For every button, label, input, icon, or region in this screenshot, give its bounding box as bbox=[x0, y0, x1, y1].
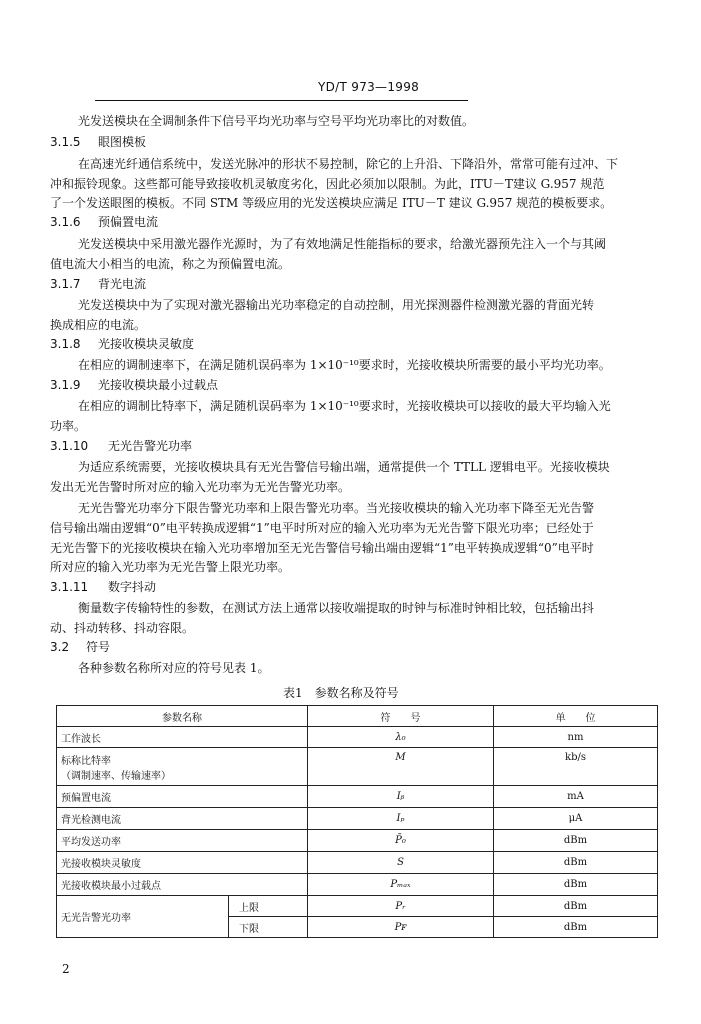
paragraph-line: 为适应系统需要，光接收模块具有无光告警信号输出端，通常提供一个 TTLL 逻辑电平。光接收模块 bbox=[78, 460, 610, 474]
table-header-row bbox=[57, 706, 658, 727]
table-caption: 表1 参数名称及符号 bbox=[283, 686, 399, 700]
param-name: 工作波长 bbox=[57, 727, 308, 748]
header-symbol: 符 号 bbox=[308, 706, 494, 727]
param-symbol: Iᵦ bbox=[308, 786, 494, 808]
table-row bbox=[57, 748, 658, 786]
param-symbol: P̄₀ bbox=[308, 830, 494, 852]
paragraph-line: 发出无光告警时所对应的输入光功率为无光告警光功率。 bbox=[50, 480, 351, 494]
section-title: 背光电流 bbox=[98, 277, 147, 291]
table-row bbox=[57, 896, 658, 917]
page-number: 2 bbox=[62, 962, 70, 976]
param-symbol: M bbox=[308, 748, 494, 786]
section-number: 3.1.8 bbox=[50, 337, 81, 351]
section-3-1-10-heading bbox=[50, 438, 192, 454]
param-unit: mA bbox=[494, 786, 658, 808]
param-unit: nm bbox=[494, 727, 658, 748]
param-unit: dBm bbox=[494, 874, 658, 896]
paragraph-line: 各种参数名称所对应的符号见表 1。 bbox=[78, 661, 270, 675]
param-symbol: Iₚ bbox=[308, 808, 494, 830]
section-number: 3.1.10 bbox=[50, 439, 89, 453]
paragraph-line: 所对应的输入光功率为无光告警上限光功率。 bbox=[50, 560, 291, 574]
section-number: 3.1.5 bbox=[50, 135, 81, 149]
param-symbol: λ₀ bbox=[308, 727, 494, 748]
intro-line: 光发送模块在全调制条件下信号平均光功率与空号平均光功率比的对数值。 bbox=[78, 114, 475, 128]
section-title: 无光告警光功率 bbox=[108, 439, 193, 453]
paragraph-line: 衡量数字传输特性的参数，在测试方法上通常以接收端提取的时钟与标准时钟相比较，包括输出抖 bbox=[78, 601, 595, 615]
param-unit: dBm bbox=[494, 830, 658, 852]
section-3-1-9-heading bbox=[50, 377, 218, 393]
section-number: 3.1.9 bbox=[50, 378, 81, 392]
section-3-1-7-heading bbox=[50, 276, 146, 292]
section-title: 眼图模板 bbox=[98, 135, 147, 149]
param-unit: μA bbox=[494, 808, 658, 830]
paragraph-line: 在高速光纤通信系统中，发送光脉冲的形状不易控制，除它的上升沿、下降沿外，常常可能有过冲、下 bbox=[78, 157, 619, 171]
section-title: 光接收模块最小过载点 bbox=[98, 378, 219, 392]
paragraph-line: 无光告警下的光接收模块在输入光功率增加至无光告警信号输出端由逻辑“1”电平转换成逻辑“0”电平时 bbox=[50, 541, 594, 555]
param-name: 无光告警光功率 bbox=[57, 896, 229, 938]
paragraph-line: 冲和振铃现象。这些都可能导致接收机灵敏度劣化，因此必须加以限制。为此，ITU－T建议 G.957 规范 bbox=[50, 177, 605, 191]
header-parameter-name: 参数名称 bbox=[57, 706, 308, 727]
section-title: 数字抖动 bbox=[108, 580, 157, 594]
param-name: 标称比特率 bbox=[61, 756, 111, 767]
section-number: 3.1.6 bbox=[50, 215, 81, 229]
section-number: 3.1.7 bbox=[50, 277, 81, 291]
paragraph-line: 光发送模块中为了实现对激光器输出光功率稳定的自动控制，用光探测器件检测激光器的背面光转 bbox=[78, 298, 595, 312]
paragraph-line: 在相应的调制比特率下，满足随机误码率为 1×10⁻¹⁰要求时，光接收模块可以接收的最大平均输入光 bbox=[78, 399, 611, 413]
document-code: YD/T 973—1998 bbox=[318, 80, 420, 94]
param-name-note: （调制速率、传输速率） bbox=[61, 771, 171, 782]
header-rule bbox=[95, 100, 468, 101]
param-unit: kb/s bbox=[494, 748, 658, 786]
param-unit: dBm bbox=[494, 917, 658, 938]
paragraph-line: 动、抖动转移、抖动容限。 bbox=[50, 621, 195, 635]
param-unit: dBm bbox=[494, 896, 658, 917]
section-3-1-8-heading bbox=[50, 336, 194, 352]
table-row bbox=[57, 786, 658, 808]
table-row bbox=[57, 830, 658, 852]
table-row bbox=[57, 808, 658, 830]
param-name: 光接收模块最小过载点 bbox=[57, 874, 308, 896]
param-symbol: Pꜰ bbox=[308, 917, 494, 938]
paragraph-line: 无光告警光功率分下限告警光功率和上限告警光功率。当光接收模块的输入光功率下降至无光告警 bbox=[78, 501, 595, 515]
paragraph-line: 了一个发送眼图的模板。不同 STM 等级应用的光发送模块应满足 ITU－T 建议 G.957 规范的模板要求。 bbox=[50, 196, 613, 210]
table-row bbox=[57, 874, 658, 896]
paragraph-line: 换成相应的电流。 bbox=[50, 318, 147, 332]
paragraph-line: 光发送模块中采用激光器作光源时，为了有效地满足性能指标的要求，给激光器预先注入一个与其阈 bbox=[78, 237, 607, 251]
param-sub-label-upper: 上限 bbox=[229, 896, 308, 917]
parameter-table bbox=[56, 705, 658, 938]
section-3-1-5-heading bbox=[50, 134, 146, 150]
param-symbol: Pᵣ bbox=[308, 896, 494, 917]
paragraph-line: 值电流大小相当的电流，称之为预偏置电流。 bbox=[50, 257, 291, 271]
section-number: 3.1.11 bbox=[50, 580, 89, 594]
section-title: 光接收模块灵敏度 bbox=[98, 337, 195, 351]
param-symbol: S bbox=[308, 852, 494, 874]
paragraph-line: 信号输出端由逻辑“0”电平转换成逻辑“1”电平时所对应的输入光功率为无光告警下限光功率；已经处于 bbox=[50, 521, 594, 535]
section-number: 3.2 bbox=[50, 640, 70, 654]
table-row bbox=[57, 727, 658, 748]
paragraph-line: 在相应的调制速率下，在满足随机误码率为 1×10⁻¹⁰要求时，光接收模块所需要的最小平均光功率。 bbox=[78, 358, 611, 372]
param-sub-label-lower: 下限 bbox=[229, 917, 308, 938]
param-name: 平均发送功率 bbox=[57, 830, 308, 852]
section-title: 符号 bbox=[86, 640, 111, 654]
header-unit: 单 位 bbox=[494, 706, 658, 727]
param-symbol: Pₘₐₓ bbox=[308, 874, 494, 896]
param-name: 光接收模块灵敏度 bbox=[57, 852, 308, 874]
param-unit: dBm bbox=[494, 852, 658, 874]
paragraph-line: 功率。 bbox=[50, 419, 87, 433]
section-3-1-6-heading bbox=[50, 214, 158, 230]
section-3-2-heading bbox=[50, 639, 110, 655]
table-row bbox=[57, 852, 658, 874]
section-3-1-11-heading bbox=[50, 579, 156, 595]
section-title: 预偏置电流 bbox=[98, 215, 159, 229]
param-name: 背光检测电流 bbox=[57, 808, 308, 830]
param-name-cell bbox=[57, 748, 308, 786]
param-name: 预偏置电流 bbox=[57, 786, 308, 808]
